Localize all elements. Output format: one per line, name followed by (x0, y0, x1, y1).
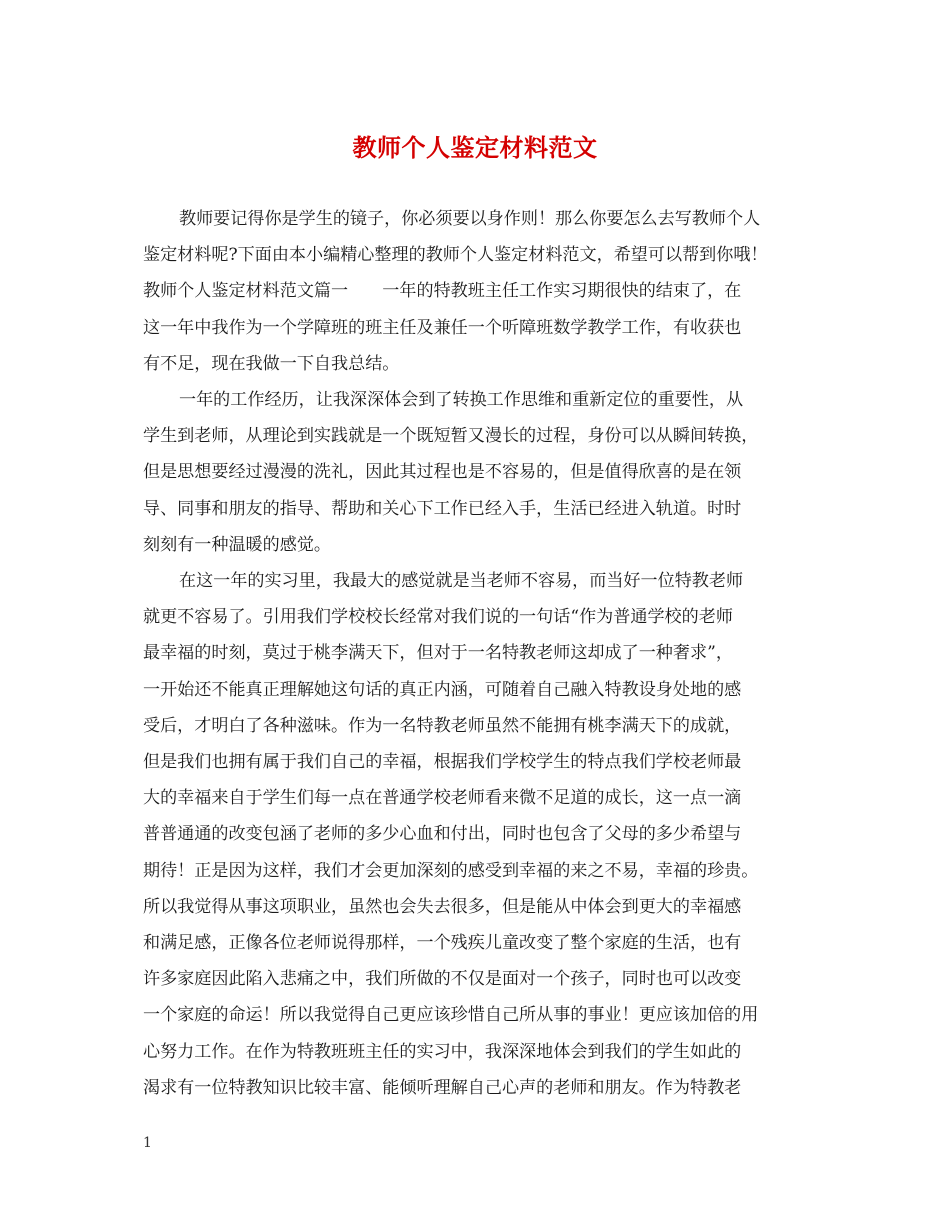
body-text-line: 教师要记得你是学生的镜子，你必须要以身作则！那么你要怎么去写教师个人 (179, 209, 761, 229)
body-text-line: 导、同事和朋友的指导、帮助和关心下工作已经入手，生活已经进入轨道。时时 (143, 498, 742, 519)
body-text-line: 许多家庭因此陷入悲痛之中，我们所做的不仅是面对一个孩子，同时也可以改变 (143, 969, 742, 990)
body-text-line: 最幸福的时刻，莫过于桃李满天下，但对于一名特教老师这却成了一种奢求”， (143, 643, 733, 664)
body-text-line: 在这一年的实习里，我最大的感觉就是当老师不容易，而当好一位特教老师 (179, 571, 744, 592)
document-body (143, 201, 811, 1106)
body-text-line: 普普通通的改变包涵了老师的多少心血和付出，同时也包含了父母的多少希望与 (143, 824, 742, 845)
body-text-line: 心努力工作。在作为特教班班主任的实习中，我深深地体会到我们的学生如此的 (143, 1041, 742, 1062)
body-text-line: 鉴定材料呢?下面由本小编精心整理的教师个人鉴定材料范文，希望可以帮到你哦！ (143, 245, 768, 266)
body-text-line: 期待！正是因为这样，我们才会更加深刻的感受到幸福的来之不易，幸福的珍贵。 (143, 860, 759, 881)
body-text-line: 教师个人鉴定材料范文篇一 一年的特教班主任工作实习期很快的结束了，在 (143, 281, 742, 302)
body-text-line: 所以我觉得从事这项职业，虽然也会失去很多，但是能从中体会到更大的幸福感 (143, 896, 742, 917)
body-text-line: 一开始还不能真正理解她这句话的真正内涵，可随着自己融入特教设身处地的感 (143, 679, 742, 700)
body-text-line: 但是思想要经过漫漫的洗礼，因此其过程也是不容易的，但是值得欣喜的是在领 (143, 462, 742, 483)
body-text-line: 但是我们也拥有属于我们自己的幸福，根据我们学校学生的特点我们学校老师最 (143, 752, 742, 773)
body-text-line: 刻刻有一种温暖的感觉。 (143, 534, 332, 555)
body-text-line: 受后，才明白了各种滋味。作为一名特教老师虽然不能拥有桃李满天下的成就， (143, 715, 742, 736)
page-number: 1 (143, 1135, 152, 1151)
body-text-line: 渴求有一位特教知识比较丰富、能倾听理解自己心声的老师和朋友。作为特教老 (143, 1077, 742, 1098)
body-text-line: 就更不容易了。引用我们学校校长经常对我们说的一句话“作为普通学校的老师 (143, 607, 733, 628)
document-title: 教师个人鉴定材料范文 (352, 133, 598, 162)
body-text-line: 有不足，现在我做一下自我总结。 (143, 353, 400, 374)
body-text-line: 学生到老师，从理论到实践就是一个既短暂又漫长的过程，身份可以从瞬间转换， (143, 426, 759, 447)
body-text-line: 这一年中我作为一个学障班的班主任及兼任一个听障班数学教学工作，有收获也 (143, 317, 742, 338)
body-text-line: 一个家庭的命运！所以我觉得自己更应该珍惜自己所从事的事业！更应该加倍的用 (143, 1005, 759, 1026)
body-text-line: 一年的工作经历，让我深深体会到了转换工作思维和重新定位的重要性，从 (179, 390, 744, 411)
body-text-line: 大的幸福来自于学生们每一点在普通学校老师看来微不足道的成长，这一点一滴 (143, 788, 742, 809)
body-text-line: 和满足感，正像各位老师说得那样，一个残疾儿童改变了整个家庭的生活，也有 (143, 933, 742, 954)
